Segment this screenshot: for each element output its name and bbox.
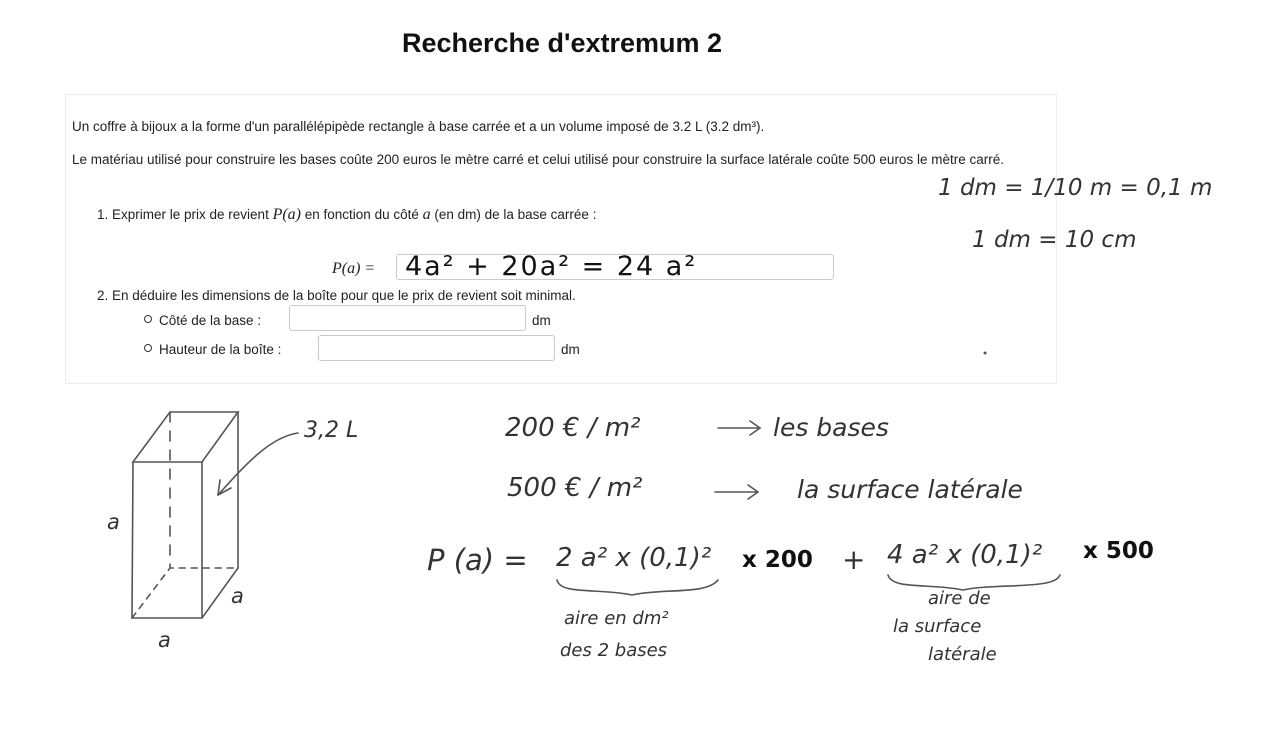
ink-dot (984, 352, 987, 355)
arrow-to-lateral (715, 485, 758, 499)
problem-paragraph-2: Le matériau utilisé pour construire les bases coûte 200 euros le mètre carré et celui utilisé pour construire la surface latérale coûte 500 euros le mètre carré. (72, 152, 1004, 167)
box-bottom-face (132, 568, 238, 618)
brace-2-line-3: latérale (928, 644, 997, 665)
note-edge-left: a (107, 510, 120, 534)
equation-term-2: 4 a² x (0,1)² (887, 540, 1043, 570)
note-volume: 3,2 L (304, 418, 359, 443)
formula-label: P(a) = (332, 260, 376, 277)
note-edge-right: a (231, 584, 244, 608)
question-2: 2. En déduire les dimensions de la boîte pour que le prix de revient soit minimal. (97, 288, 576, 303)
volume-arrow (218, 433, 298, 495)
brace-2-line-1: aire de (928, 588, 991, 609)
box-hidden-bottom (132, 568, 238, 618)
brace-2-line-2: la surface (893, 616, 982, 637)
note-price-bases: 200 € / m² (505, 413, 641, 443)
side-label: Côté de la base : (144, 313, 261, 328)
equation-lhs: P (a) = (427, 543, 528, 577)
brace-1 (557, 580, 718, 595)
variable-a: a (422, 206, 431, 223)
note-edge-bottom: a (158, 628, 171, 652)
side-unit: dm (532, 313, 551, 328)
price-function: P(a) (272, 206, 302, 223)
page-title: Recherche d'extremum 2 (401, 28, 723, 58)
note-lateral: la surface latérale (797, 475, 1023, 504)
height-label: Hauteur de la boîte : (144, 342, 281, 357)
note-conversion-2: 1 dm = 10 cm (972, 227, 1137, 253)
brace-1-line-1: aire en dm² (564, 608, 669, 629)
question-1-prefix: 1. Exprimer le prix de revient (97, 207, 273, 222)
box-top-face (133, 412, 238, 462)
question-1-suffix: (en dm) de la base carrée : (430, 207, 597, 222)
problem-paragraph-1: Un coffre à bijoux a la forme d'un parallélépipède rectangle à base carrée et a un volume imposé de 3.2 L (3.2 dm³). (72, 119, 765, 134)
box-edge (132, 462, 133, 618)
brace-1-line-2: des 2 bases (560, 640, 668, 661)
arrow-to-bases (718, 421, 760, 435)
formula-answer-handwriting: 4a² + 20a² = 24 a² (405, 251, 698, 282)
note-bases: les bases (773, 413, 889, 442)
note-price-lateral: 500 € / m² (507, 473, 643, 503)
equation-times-200: x 200 (742, 547, 813, 573)
question-1-mid: en fonction du côté (301, 207, 423, 222)
equation-term-1: 2 a² x (0,1)² (556, 543, 712, 573)
height-unit: dm (561, 342, 580, 357)
equation-times-500: x 500 (1083, 538, 1154, 564)
note-conversion-1: 1 dm = 1/10 m = 0,1 m (938, 175, 1213, 201)
equation-plus: + (842, 543, 866, 576)
